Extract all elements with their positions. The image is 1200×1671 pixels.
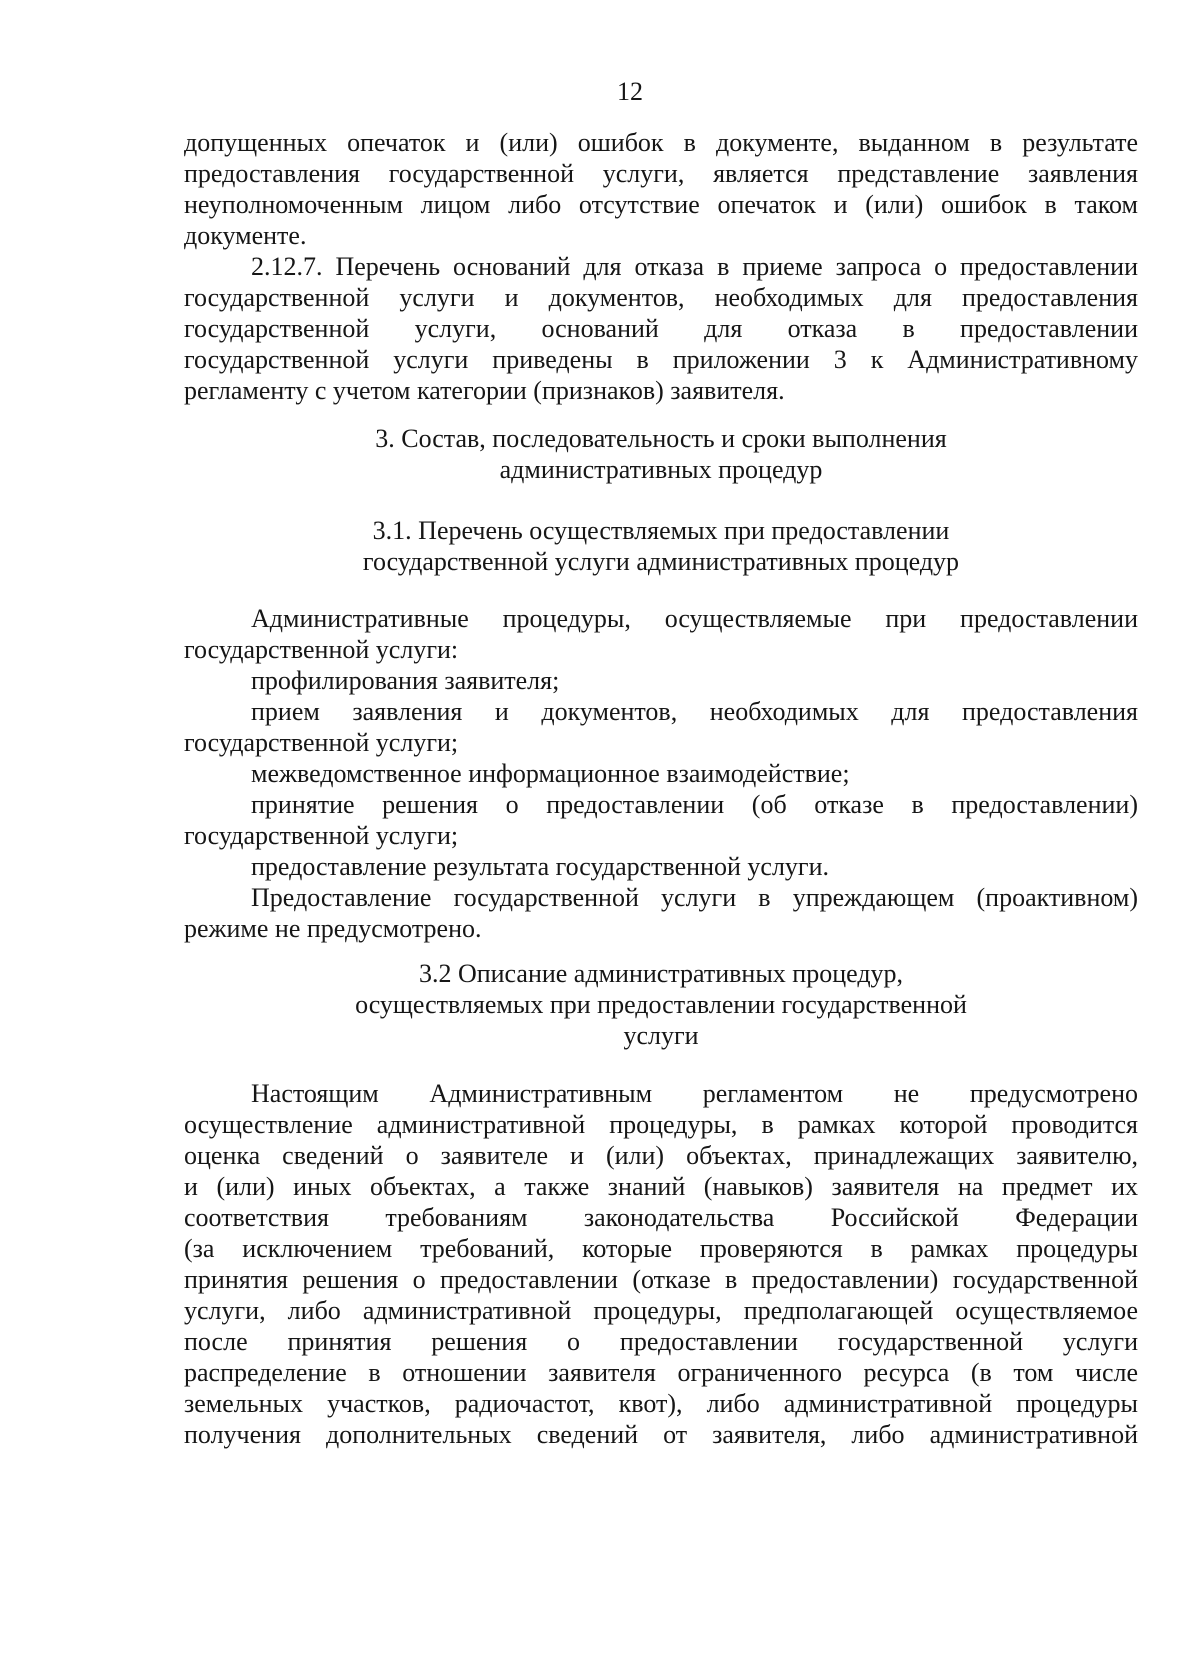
text-line: распределение в отношении заявителя ограниченного ресурса (в том числе [184, 1358, 1138, 1387]
text-line: осуществление административной процедуры, в рамках которой проводится [184, 1110, 1138, 1139]
text-line: предоставления государственной услуги, является представление заявления [184, 159, 1138, 188]
text-line: государственной услуги; [184, 821, 459, 850]
text-line: документе. [184, 221, 307, 250]
text-line: Настоящим Административным регламентом не предусмотрено [251, 1079, 1138, 1108]
intro-paragraph [184, 127, 1138, 251]
list-item: предоставление результата государственной услуги. [251, 852, 830, 881]
list-item: прием заявления и документов, необходимых для предоставления [251, 697, 1138, 726]
section-3-2-heading [184, 958, 1138, 1051]
text-line: допущенных опечаток и (или) ошибок в документе, выданном в результате [184, 128, 1138, 157]
heading-line: услуги [623, 1021, 699, 1050]
section-3-2-body [184, 1078, 1138, 1450]
heading-line: 3.2 Описание административных процедур, [418, 959, 904, 988]
text-line: государственной услуги: [184, 635, 459, 664]
text-line: неуполномоченным лицом либо отсутствие опечаток и (или) ошибок в таком [184, 190, 1138, 219]
heading-line: 3.1. Перечень осуществляемых при предоставлении [372, 516, 950, 545]
list-item: профилирования заявителя; [251, 666, 560, 695]
text-line: Предоставление государственной услуги в упреждающем (проактивном) [251, 883, 1138, 912]
heading-line: 3. Состав, последовательность и сроки выполнения [375, 424, 947, 453]
heading-line: осуществляемых при предоставлении государственной [355, 990, 967, 1019]
list-item: принятие решения о предоставлении (об отказе в предоставлении) [251, 790, 1138, 819]
text-line: государственной услуги и документов, необходимых для предоставления [184, 283, 1138, 312]
heading-line: административных процедур [499, 455, 823, 484]
text-line: 2.12.7. Перечень оснований для отказа в приеме запроса о предоставлении [251, 252, 1138, 281]
text-line: режиме не предусмотрено. [184, 914, 482, 943]
text-line: государственной услуги приведены в приложении 3 к Административному [184, 345, 1138, 374]
text-line: регламенту с учетом категории (признаков) заявителя. [184, 376, 785, 405]
text-line: соответствия требованиям законодательства Российской Федерации [184, 1203, 1138, 1232]
list-item: межведомственное информационное взаимодействие; [251, 759, 850, 788]
heading-line: государственной услуги административных процедур [362, 547, 960, 576]
paragraph-2-12-7 [184, 251, 1138, 406]
text-line: (за исключением требований, которые проверяются в рамках процедуры [184, 1234, 1138, 1263]
text-line: государственной услуги, оснований для отказа в предоставлении [184, 314, 1138, 343]
page-number: 12 [617, 77, 643, 106]
section-3-1-body [184, 603, 1138, 944]
text-line: государственной услуги; [184, 728, 459, 757]
text-line: оценка сведений о заявителе и (или) объектах, принадлежащих заявителю, [184, 1141, 1138, 1170]
text-line: принятия решения о предоставлении (отказе в предоставлении) государственной [184, 1265, 1138, 1294]
text-line: и (или) иных объектах, а также знаний (навыков) заявителя на предмет их [184, 1172, 1138, 1201]
section-3-heading [184, 423, 1138, 485]
text-line: услуги, либо административной процедуры, предполагающей осуществляемое [184, 1296, 1138, 1325]
text-line: Административные процедуры, осуществляемые при предоставлении [251, 604, 1138, 633]
text-line: после принятия решения о предоставлении государственной услуги [184, 1327, 1138, 1356]
section-3-1-heading [184, 515, 1138, 577]
text-line: получения дополнительных сведений от заявителя, либо административной [184, 1420, 1138, 1449]
text-line: земельных участков, радиочастот, квот), либо административной процедуры [184, 1389, 1138, 1418]
